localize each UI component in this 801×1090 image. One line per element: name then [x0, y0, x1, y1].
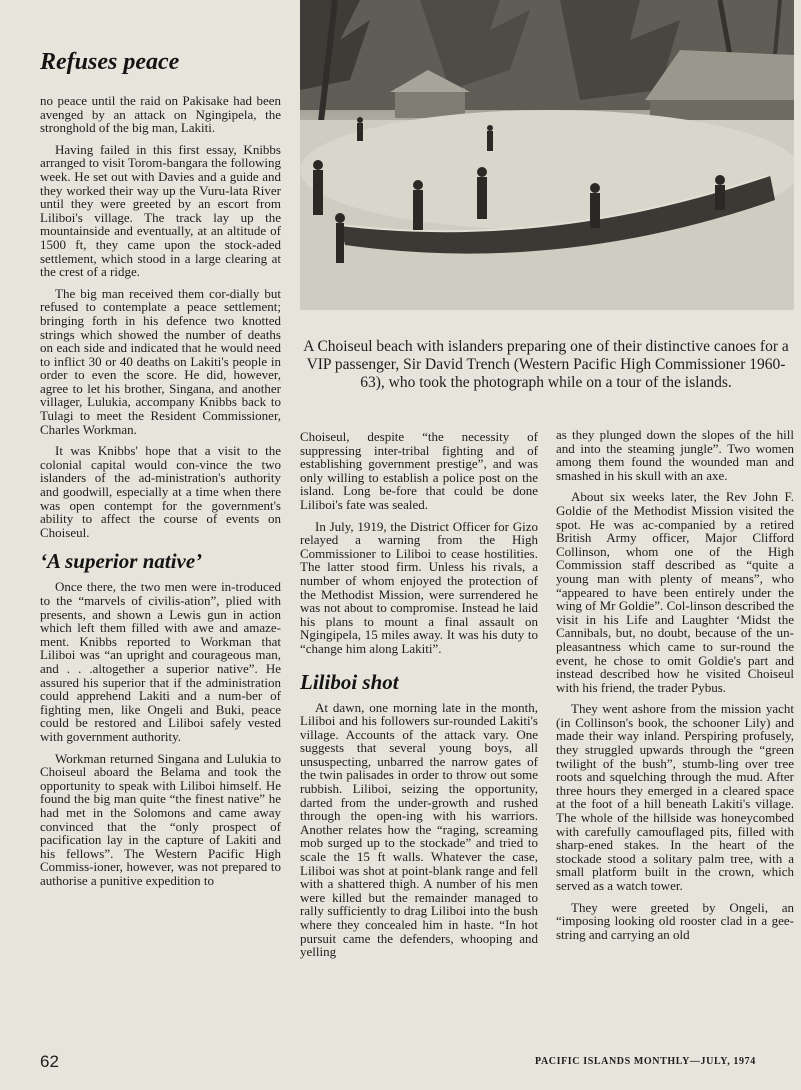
column-3 — [556, 428, 794, 1040]
paragraph: The big man received them cor-dially but refused to contemplate a peace settlement; bringing forth in his defence two knotted strings which showed the number of deaths on each side and indicated that he would need to inflict 30 or 40 deaths on Lakiti's people in order to even the score. He did, however, agree to let his brother, Singana, and another villager, Lulukia, accompany Knibbs back to Tulagi to meet the Resident Commissioner, Charles Workman. — [40, 285, 281, 437]
photograph-image — [300, 0, 794, 310]
column-2 — [300, 430, 538, 1040]
paragraph: In July, 1919, the District Officer for Gizo relayed a warning from the High Commissioner to Liliboi to cease hostilities. The latter stood firm. Unless his rivals, a number of whom enjoyed the protection of the Methodist Mission, were surrendered he was not about to compromise. Instead he laid his plans to mount a final assault on Ngingipela, 15 miles away. It was his duty to “change him along Lakiti”. — [300, 518, 538, 656]
paragraph: as they plunged down the slopes of the hill and into the steaming jungle”. Two women among them found the wounded man and smashed in his skull with an axe. — [556, 428, 794, 483]
beach-canoe-photograph — [300, 0, 794, 310]
paragraph: Once there, the two men were in-troduced to the “marvels of civilis-ation”, plied with presents, and shown a Lewis gun in action which left them filled with awe and amaze-ment. Knibbs reported to Workman that Liliboi was “an upright and courageous man, and . . .altogether a superior native”. He assured his superior that if the administration could apprehend Lakiti and a num-ber of fighting men, like Ongeli and Buki, peace could be restored and Liliboi safely vested with government authority. — [40, 579, 281, 744]
page-number: 62 — [40, 1052, 59, 1071]
paragraph: no peace until the raid on Pakisake had been avenged by an attack on Ngingipela, the stronghold of the big man, Lakiti. — [40, 93, 281, 136]
paragraph: They were greeted by Ongeli, an “imposing looking old rooster clad in a gee-string and carrying an old — [556, 899, 794, 942]
heading-refuses-peace: Refuses peace — [40, 50, 180, 75]
heading-liliboi-shot: Liliboi shot — [300, 669, 399, 694]
paragraph: Workman returned Singana and Lulukia to Choiseul aboard the Belama and took the opportunity to speak with Liliboi himself. He found the big man quite “the finest native” he had met in the Solomons and came away convinced that the “only prospect of pacification lay in the capture of Lakiti and his fellows”. The Western Pacific High Commiss-ioner, however, was not prepared to authorise a punitive expedition to — [40, 750, 281, 888]
running-title: PACIFIC ISLANDS MONTHLY—JULY, 1974 — [535, 1056, 756, 1067]
paragraph: About six weeks later, the Rev John F. Goldie of the Methodist Mission visited the spot. He was ac-companied by a retired British Army officer, Major Clifford Collinson, whom one of the High Commission staff described as “quite a young man with plenty of means”, who “appeared to have been entirely under the wing of Mr Goldie”. Col-linson described the visit in his Life and Laughter ‘Midst the Cannibals, but, no doubt, because of the un-pleasantness which came to sur-round the event, he chose to omit Goldie's part and instead described how he visited Choiseul with his friend, the trader Pybus. — [556, 489, 794, 695]
page-footer — [0, 1040, 801, 1080]
paragraph: Choiseul, despite “the necessity of suppressing inter-tribal fighting and of establishing government prestige”, and was only willing to establish a police post on the island. Long be-fore that could be done Liliboi's fate was sealed. — [300, 430, 538, 512]
paragraph: At dawn, one morning late in the month, Liliboi and his followers sur-rounded Lakiti's village. Accounts of the attack vary. One suggests that several young boys, all unsuspecting, unbarred the narrow gates of the twin palisades in order to throw out some rubbish. Liliboi, seizing the opportunity, darted from the under-growth and rushed through the open-ing with his warriors. Another relates how the “raging, screaming mob surged up to the stockade” and tried to scale the 15 ft walls. Whatever the case, Liliboi was shot at point-blank range and fell with a shattered thigh. A number of his men were killed but the remainder managed to rally sufficiently to drag Liliboi into the bush where they concealed him in haste. “In hot pursuit came the defenders, whooping and yelling — [300, 699, 538, 960]
paragraph: They went ashore from the mission yacht (in Collinson's book, the schooner Lily) and made their way inland. Perspiring profusely, they struggled upwards through the “green twilight of the bush”, stumb-ling over tree roots and squelching through the mud. After three hours they emerged in a cleared space at the foot of a hill beneath Lakiti's village. The whole of the hillside was honeycombed with carefully camouflaged pits, filled with sharp-ened stakes. In the heart of the stockade stood a solitary palm tree, with a small platform built in the crown, which served as a watch tower. — [556, 701, 794, 893]
paragraph: It was Knibbs' hope that a visit to the colonial capital would con-vince the two islanders of the ad-ministration's authority and goodwill, especially at a time when there was open contempt for the government's ability to affect the course of events on Choiseul. — [40, 443, 281, 540]
paragraph: Having failed in this first essay, Knibbs arranged to visit Torom-bangara the following week. He set out with Davies and a guide and they worked their way up the Vuru-lata River until they were greeted by an escort from Liliboi's village. The track lay up the mountainside and eventually, at an altitude of 1500 ft, they came upon the stock-aded settlement, which stood in a large clearing at the crest of a ridge. — [40, 141, 281, 280]
heading-superior-native: ‘A superior native’ — [40, 549, 203, 574]
column-1 — [40, 50, 281, 1040]
photo-caption: A Choiseul beach with islanders preparing one of their distinctive canoes for a VIP passenger, Sir David Trench (Western Pacific High Commissioner 1960-63), who took the photograph while on a tour of the islands. — [303, 338, 789, 391]
